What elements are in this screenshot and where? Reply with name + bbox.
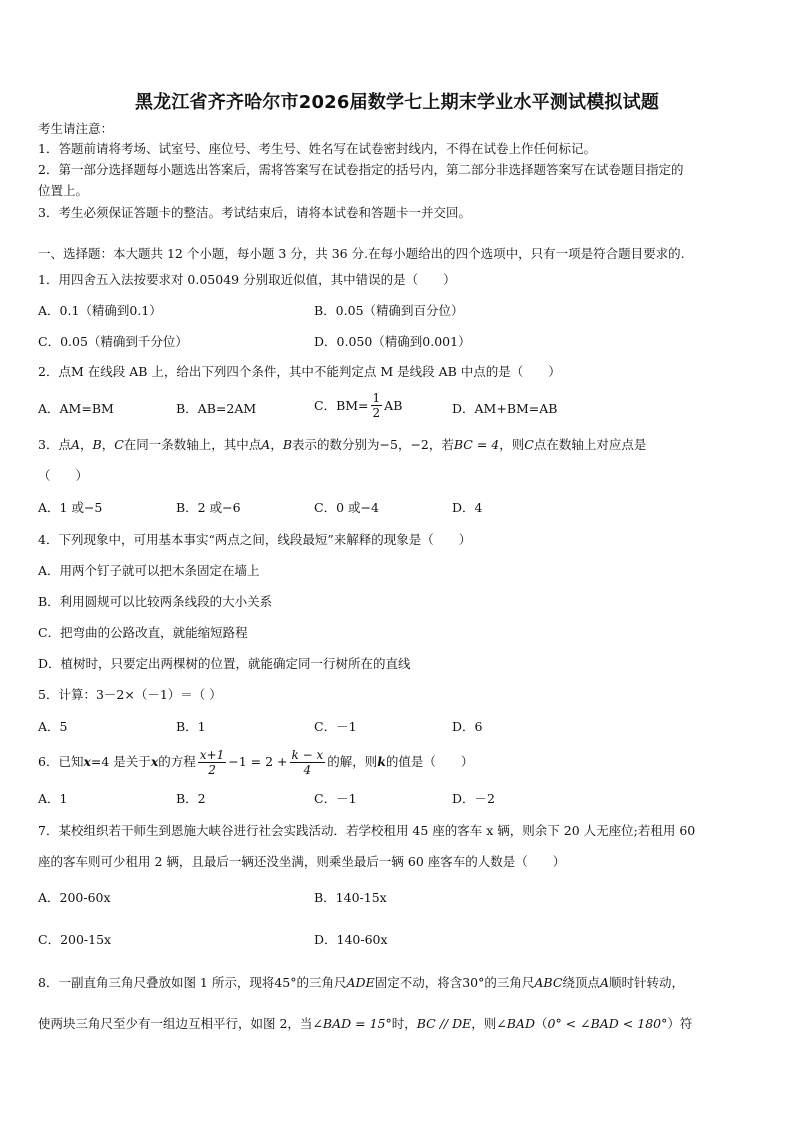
- text: 6．已知: [38, 754, 84, 769]
- notice-heading: 考生请注意：: [38, 121, 114, 136]
- fraction-denominator: 4: [303, 762, 312, 777]
- question-3-paren: （ ）: [38, 468, 89, 483]
- question-3-stem: [38, 436, 646, 454]
- q6-option-d: D．－2: [452, 791, 495, 806]
- text: ，: [79, 437, 93, 452]
- point-c: C: [114, 437, 124, 452]
- text: 的三角尺: [296, 975, 347, 990]
- angle-value: 30°: [462, 975, 485, 990]
- fraction: [290, 748, 326, 777]
- point-a: A: [599, 975, 609, 990]
- condition: BC = 4: [453, 437, 500, 452]
- point-b: B: [92, 437, 102, 452]
- fraction-numerator: 1: [372, 391, 381, 405]
- notice-item: 1．答题前请将考场、试室号、座位号、考生号、姓名写在试卷密封线内，不得在试卷上作任何标记。: [38, 141, 596, 156]
- q7-option-a: A．200-60x: [38, 890, 111, 905]
- question-2-stem: 2．点M 在线段 AB 上，给出下列四个条件，其中不能判定点 M 是线段 AB 中点的是（ ）: [38, 364, 561, 379]
- text: ，则: [471, 1016, 497, 1031]
- point-b: B: [282, 437, 293, 452]
- q4-option-d: D．植树时，只要定出两棵树的位置，就能确定同一行树所在的直线: [38, 656, 411, 671]
- text: 的值是（ ）: [385, 754, 474, 769]
- notice-item: 2．第一部分选择题每小题选出答案后，需将答案写在试卷指定的括号内，第二部分非选择题答案写在试卷题目指定的: [38, 162, 684, 177]
- fraction-numerator: k − x: [291, 747, 324, 762]
- text: 固定不动，将含: [374, 975, 463, 990]
- q1-option-d: D．0.050（精确到0.001）: [314, 334, 471, 349]
- fraction: [198, 748, 226, 777]
- text: 点在数轴上对应点是: [533, 437, 647, 452]
- q3-option-d: D．4: [452, 500, 483, 515]
- q3-option-b: B．2 或−6: [176, 500, 241, 515]
- q7-option-c: C．200-15x: [38, 932, 112, 947]
- question-7-line2: 座的客车则可少租用 2 辆，且最后一辆还没坐满，则乘坐最后一辆 60 座客车的人数是（ ）: [38, 854, 566, 869]
- point-a: A: [261, 437, 271, 452]
- variable-x: x: [83, 754, 91, 769]
- question-8-line1: [38, 974, 684, 992]
- text: 的三角尺: [484, 975, 535, 990]
- fraction-denominator: 2: [208, 762, 216, 777]
- question-8-line2: [38, 1015, 692, 1033]
- angle-value: 45°: [274, 975, 297, 990]
- text: （: [534, 1016, 548, 1031]
- text: 时，: [391, 1016, 417, 1031]
- text: 3．点: [38, 437, 71, 452]
- triangle-ade: ADE: [346, 975, 375, 990]
- fraction: [371, 391, 383, 420]
- angle-range: 0° < ∠BAD < 180°: [547, 1016, 668, 1031]
- question-6-stem: [38, 742, 473, 782]
- text: ，: [101, 437, 115, 452]
- question-5-stem: 5．计算：3－2×（－1）＝（ ）: [38, 687, 222, 702]
- q5-option-b: B．1: [176, 719, 206, 734]
- q5-option-a: A．5: [38, 719, 68, 734]
- text: 8．一副直角三角尺叠放如图 1 所示，现将: [38, 975, 275, 990]
- point-a: A: [70, 437, 80, 452]
- text: 的方程: [158, 754, 196, 769]
- q1-option-c: C．0.05（精确到千分位）: [38, 334, 188, 349]
- q2-option-c-suffix: AB: [384, 397, 403, 413]
- variable-k: k: [377, 754, 386, 769]
- text: ，则: [499, 437, 525, 452]
- q2-option-d: D．AM+BM=AB: [452, 401, 558, 416]
- condition: BC // DE: [416, 1016, 472, 1031]
- fraction-denominator: 2: [372, 406, 381, 420]
- point-c: C: [524, 437, 534, 452]
- question-7-line1: 7．某校组织若干师生到恩施大峡谷进行社会实践活动．若学校租用 45 座的客车 x 辆，则余下 20 人无座位;若租用 60: [38, 823, 696, 838]
- q4-option-c: C．把弯曲的公路改直，就能缩短路程: [38, 625, 248, 640]
- q5-option-c: C．－1: [314, 719, 357, 734]
- text: 绕顶点: [562, 975, 600, 990]
- question-1-stem: 1．用四舍五入法按要求对 0.05049 分别取近似值，其中错误的是（ ）: [38, 272, 456, 287]
- q2-option-a: A．AM=BM: [38, 401, 114, 416]
- text: ）符: [667, 1016, 693, 1031]
- q6-option-c: C．－1: [314, 791, 357, 806]
- text: 表示的数分别为−5，−2，若: [292, 437, 454, 452]
- q3-option-c: C．0 或−4: [314, 500, 379, 515]
- text: 的解，则: [327, 754, 378, 769]
- q7-option-b: B．140-15x: [314, 890, 387, 905]
- q6-option-a: A．1: [38, 791, 68, 806]
- q1-option-a: A．0.1（精确到0.1）: [38, 303, 162, 318]
- q3-option-a: A．1 或−5: [38, 500, 103, 515]
- text: 顺时针转动，: [608, 975, 684, 990]
- text: 在同一条数轴上，其中点: [123, 437, 262, 452]
- q7-option-d: D．140-60x: [314, 932, 388, 947]
- q4-option-b: B．利用圆规可以比较两条线段的大小关系: [38, 594, 273, 609]
- question-4-stem: 4．下列现象中，可用基本事实“两点之间，线段最短”来解释的现象是（ ）: [38, 532, 472, 547]
- condition: ∠BAD = 15°: [312, 1016, 392, 1031]
- fraction-numerator: x+1: [199, 747, 225, 762]
- q1-option-b: B．0.05（精确到百分位）: [314, 303, 464, 318]
- q2-option-c: [314, 391, 402, 420]
- page-title: 黑龙江省齐齐哈尔市2026届数学七上期末学业水平测试模拟试题: [134, 92, 660, 113]
- q2-option-b: B．AB=2AM: [176, 401, 257, 416]
- text: =4 是关于: [90, 754, 151, 769]
- q5-option-d: D．6: [452, 719, 483, 734]
- variable-x: x: [150, 754, 159, 769]
- section-heading: 一、选择题：本大题共 12 个小题，每小题 3 分，共 36 分.在每小题给出的四个选项中，只有一项是符合题目要求的.: [38, 246, 685, 261]
- text: 使两块三角尺至少有一组边互相平行，如图 2，当: [38, 1016, 313, 1031]
- notice-item: 位置上。: [38, 183, 89, 198]
- equation-middle: −1 = 2 +: [228, 754, 288, 769]
- triangle-abc: ABC: [534, 975, 563, 990]
- q4-option-a: A．用两个钉子就可以把木条固定在墙上: [38, 563, 260, 578]
- text: ，: [270, 437, 283, 452]
- q6-option-b: B．2: [176, 791, 206, 806]
- q2-option-c-prefix: C．BM=: [314, 397, 369, 413]
- angle-label: ∠BAD: [496, 1016, 535, 1031]
- notice-item: 3．考生必须保证答题卡的整洁。考试结束后，请将本试卷和答题卡一并交回。: [38, 205, 471, 220]
